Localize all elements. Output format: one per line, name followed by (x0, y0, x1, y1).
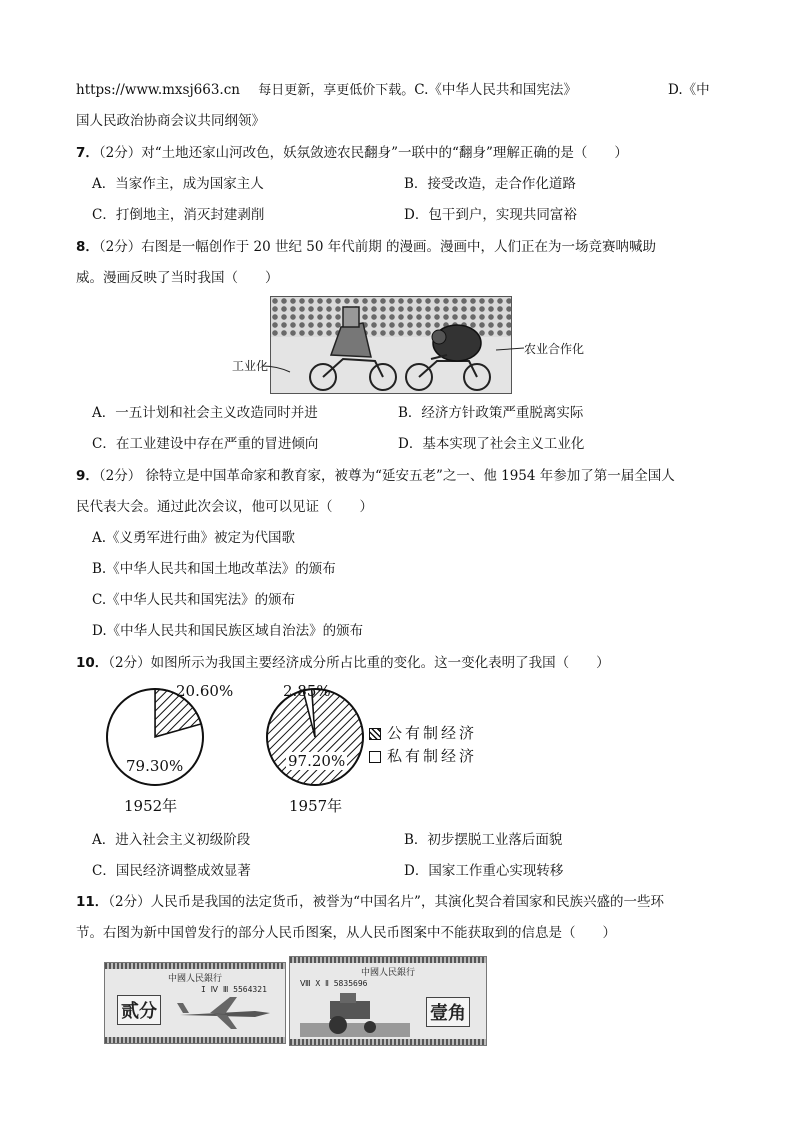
pie1952-public-label: 20.60% (176, 682, 234, 700)
banknote-2-fen-serial: I Ⅳ Ⅲ 5564321 (201, 985, 267, 994)
banknote-1-jiao-header: 中國人民銀行 (360, 968, 415, 978)
legend-private-label: 私有制经济 (387, 747, 478, 765)
cartoon-label-agriculture: 农业合作化 (524, 342, 585, 356)
q8-stem-line2: 威。漫画反映了当时我国（ ） (76, 270, 279, 286)
q9-option-c: C.《中华人民共和国宪法》的颁布 (92, 592, 296, 608)
q6-option-d-continued: 国人民政治协商会议共同纲领》 (76, 113, 265, 129)
q6-option-c: C.《中华人民共和国宪法》 (414, 82, 577, 98)
pie1957-private-label: 2.85% (283, 682, 331, 700)
banknote-1-jiao-denomination: 壹角 (426, 997, 470, 1027)
banknote-2-fen (104, 962, 286, 1044)
q8-option-c: C．在工业建设中存在严重的冒进倾向 (92, 436, 319, 452)
q7-number: 7． (76, 145, 99, 161)
banknote-2-fen-header: 中國人民銀行 (167, 974, 222, 984)
q7-option-a: A．当家作主，成为国家主人 (92, 176, 264, 192)
q10-option-d: D．国家工作重心实现转移 (404, 863, 564, 879)
banknote-2-fen-denomination: 贰分 (117, 995, 161, 1025)
q9-option-b: B.《中华人民共和国土地改革法》的颁布 (92, 561, 336, 577)
q8-option-d: D．基本实现了社会主义工业化 (398, 436, 585, 452)
banknote-1-jiao (289, 956, 487, 1046)
q10-option-c: C．国民经济调整成效显著 (92, 863, 251, 879)
banknote-1-jiao-serial: Ⅷ X Ⅱ 5835696 (300, 979, 368, 988)
legend-public-swatch (369, 728, 381, 740)
q11-stem-line2: 节。右图为新中国曾发行的部分人民币图案，从人民币图案中不能获取到的信息是（ ） (76, 925, 616, 941)
q9-number: 9． (76, 468, 99, 484)
airplane-icon (175, 993, 275, 1033)
legend-private (369, 745, 477, 766)
q9-option-d: D.《中华人民共和国民族区域自治法》的颁布 (92, 623, 364, 639)
q10-option-b: B．初步摆脱工业落后面貌 (404, 832, 563, 848)
q7-option-d: D．包干到户，实现共同富裕 (404, 207, 577, 223)
q9-text-1: （2分） 徐特立是中国革命家和教育家，被尊为“延安五老”之一、他 1954 年参加了第一届全国人 (98, 468, 675, 484)
tractor-icon (300, 993, 410, 1037)
legend-public-label: 公有制经济 (387, 724, 478, 742)
cartoon-label-industrialization: 工业化 (232, 359, 269, 373)
legend-public (369, 722, 477, 743)
q11-text-1: （2分）人民币是我国的法定货币，被誉为“中国名片”，其演化契合着国家和民族兴盛的一些环 (108, 894, 664, 910)
q9-stem-line2: 民代表大会。通过此次会议，他可以见证（ ） (76, 499, 373, 515)
q9-option-a: A.《义勇军进行曲》被定为代国歌 (92, 530, 296, 546)
q8-option-a: A．一五计划和社会主义改造同时并进 (92, 405, 318, 421)
q10-number: 10． (76, 655, 109, 671)
q6-option-d: D.《中 (668, 82, 710, 98)
legend-private-swatch (369, 751, 381, 763)
q7-option-c: C．打倒地主，消灭封建剥削 (92, 207, 265, 223)
pie1952-private-label: 79.30% (126, 757, 184, 775)
q8-text-1: （2分）右图是一幅创作于 20 世纪 50 年代前期 的漫画。漫画中，人们正在为一场竞赛呐喊助 (98, 239, 657, 255)
q11-stem-line1 (76, 892, 664, 912)
q7-option-b: B．接受改造，走合作化道路 (404, 176, 576, 192)
site-notice: 每日更新，享更低价下载。 (258, 83, 415, 98)
pie1952-year: 1952年 (124, 797, 178, 815)
q8-number: 8． (76, 239, 99, 255)
q11-number: 11． (76, 894, 109, 910)
q7-text: （2分）对“土地还家山河改色，妖氛敛迹农民翻身”一联中的“翻身”理解正确的是（ ） (98, 145, 628, 161)
pie1957-year: 1957年 (289, 797, 343, 815)
pie1957-public-label: 97.20% (288, 752, 346, 770)
q8-option-b: B．经济方针政策严重脱离实际 (398, 405, 584, 421)
q10-option-a: A．进入社会主义初级阶段 (92, 832, 251, 848)
site-url: https://www.mxsj663.cn (76, 82, 240, 98)
q10-text: （2分）如图所示为我国主要经济成分所占比重的变化。这一变化表明了我国（ ） (108, 655, 610, 671)
